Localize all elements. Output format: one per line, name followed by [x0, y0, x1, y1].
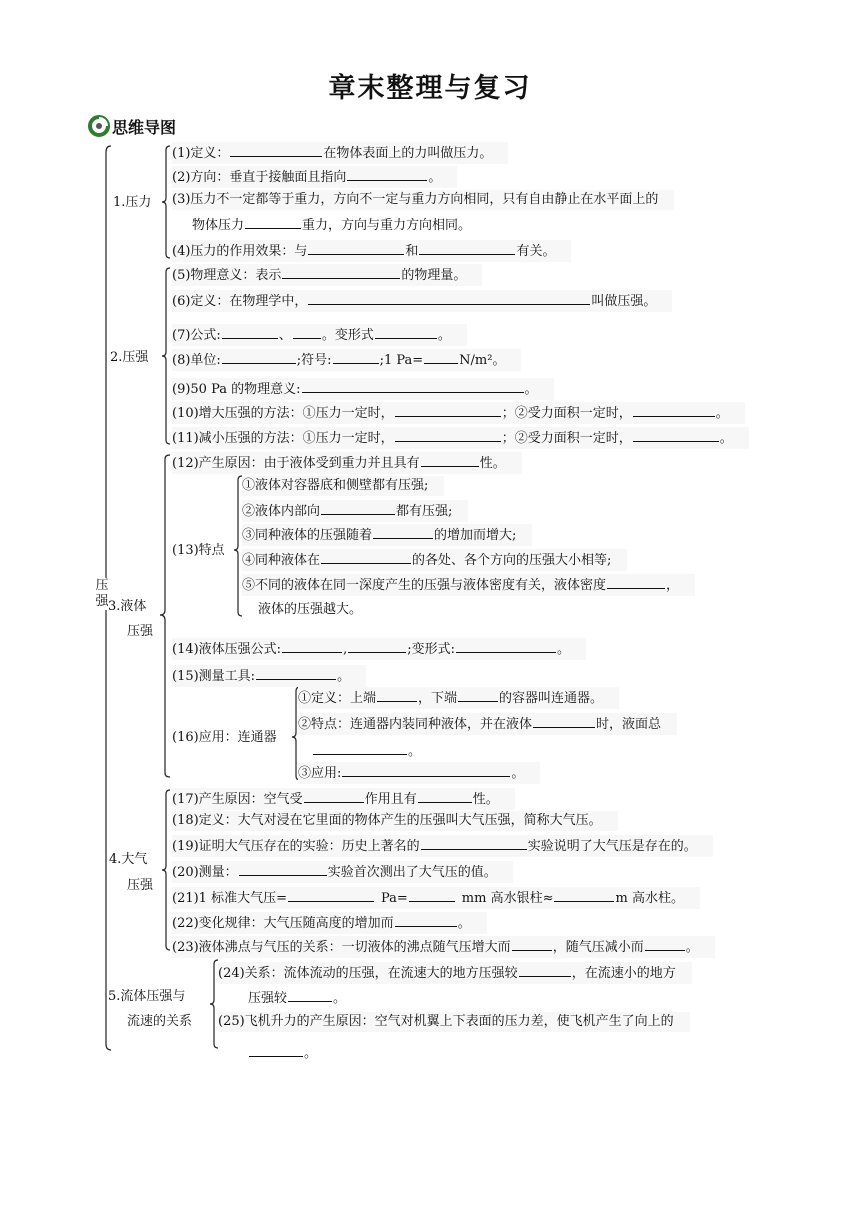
- group-label-pressure: 2.压强: [110, 348, 148, 368]
- blank[interactable]: [645, 936, 685, 951]
- blank[interactable]: [347, 166, 427, 181]
- blank[interactable]: [282, 264, 400, 279]
- item-7: (7)公式: 、 。变形式 。: [172, 324, 467, 346]
- page-title: 章末整理与复习: [328, 73, 532, 104]
- blank[interactable]: [512, 936, 552, 951]
- item-11: (11)减小压强的方法：①压力一定时， ；②受力面积一定时， 。: [172, 427, 749, 449]
- blank[interactable]: [239, 861, 327, 876]
- blank[interactable]: [533, 713, 595, 728]
- blank[interactable]: [377, 687, 417, 702]
- item-16-2: ②特点：连通器内装同种液体，并在液体 时，液面总: [298, 713, 677, 735]
- item-13-2: ②液体内部向 都有压强;: [242, 500, 468, 522]
- item-16-3: ③应用: 。: [298, 762, 540, 784]
- blank[interactable]: [458, 687, 498, 702]
- item-20: (20)测量： 实验首次测出了大气压的值。: [172, 861, 513, 883]
- blank[interactable]: [421, 835, 527, 850]
- brace-g4: [162, 790, 170, 950]
- blank[interactable]: [519, 962, 571, 977]
- item-13-4: ④同种液体在 的各处、各个方向的压强大小相等;: [242, 549, 627, 571]
- item-10: (10)增大压强的方法：①压力一定时， ；②受力面积一定时， 。: [172, 402, 745, 424]
- item-19: (19)证明大气压存在的实验：历史上著名的 实验说明了大气压是存在的。: [172, 835, 713, 857]
- section-title: 思维导图: [112, 117, 177, 137]
- item-13-5: ⑤不同的液体在同一深度产生的压强与液体密度有关，液体密度 ，: [242, 574, 695, 596]
- blank[interactable]: [333, 349, 379, 364]
- blank[interactable]: [424, 349, 458, 364]
- blank[interactable]: [302, 378, 524, 393]
- blank[interactable]: [418, 788, 472, 803]
- item-8: (8)单位: ;符号: ;1 Pa= N/m²。: [172, 349, 521, 371]
- blank[interactable]: [409, 887, 455, 902]
- item-3-cont: 物体压力 重力，方向与重力方向相同。: [192, 214, 471, 236]
- item-3: (3)压力不一定都等于重力，方向不一定与重力方向相同，只有自由静止在水平面上的: [172, 190, 674, 210]
- blank[interactable]: [222, 349, 296, 364]
- blank[interactable]: [308, 290, 590, 305]
- item-16-2-cont: 。: [312, 740, 421, 762]
- blank[interactable]: [304, 788, 364, 803]
- item-13-label: (13)特点: [172, 541, 225, 561]
- item-15: (15)测量工具: 。: [172, 665, 366, 687]
- group-label-pressure-force: 1.压力: [113, 193, 151, 213]
- item-4: (4)压力的作用效果：与 和 有关。: [172, 240, 571, 262]
- blank[interactable]: [249, 1042, 303, 1057]
- blank[interactable]: [633, 427, 719, 442]
- group-label-liquid-1: 3.液体: [108, 597, 146, 617]
- blank[interactable]: [421, 452, 479, 467]
- blank[interactable]: [633, 402, 715, 417]
- blank[interactable]: [395, 427, 501, 442]
- blank[interactable]: [245, 214, 301, 229]
- blank[interactable]: [342, 762, 510, 777]
- item-16-label: (16)应用：连通器: [172, 728, 277, 748]
- brace-g5: [210, 960, 218, 1048]
- item-24: (24)关系：流体流动的压强，在流速大的地方压强较 ，在流速小的地方: [218, 962, 692, 984]
- brace-13: [234, 476, 242, 616]
- item-25-cont: 。: [248, 1042, 317, 1064]
- blank[interactable]: [293, 324, 321, 339]
- blank[interactable]: [230, 142, 322, 157]
- item-1: (1)定义： 在物体表面上的力叫做压力。: [172, 142, 508, 164]
- item-18: (18)定义：大气对浸在它里面的物体产生的压强叫大气压强，简称大气压。: [172, 811, 618, 831]
- item-14: (14)液体压强公式: , ;变形式: 。: [172, 638, 586, 660]
- group-label-fluid-2: 流速的关系: [127, 1012, 192, 1032]
- brace-g1: [162, 146, 170, 258]
- blank[interactable]: [256, 665, 336, 680]
- item-17: (17)产生原因：空气受 作用且有 性。: [172, 788, 515, 810]
- blank[interactable]: [282, 638, 342, 653]
- group-label-liquid-2: 压强: [127, 622, 153, 642]
- item-13-5-cont: 液体的压强越大。: [258, 602, 363, 617]
- blank[interactable]: [375, 324, 437, 339]
- blank[interactable]: [313, 740, 407, 755]
- item-21: (21)1 标准大气压= Pa= mm 高水银柱≈ m 高水柱。: [172, 887, 700, 909]
- blank[interactable]: [395, 402, 501, 417]
- item-13-3: ③同种液体的压强随着 的增加而增大;: [242, 524, 532, 546]
- blank[interactable]: [288, 887, 374, 902]
- item-2: (2)方向：垂直于接触面且指向 。: [172, 166, 457, 188]
- blank[interactable]: [395, 912, 457, 927]
- group-label-fluid-1: 5.流体压强与: [108, 987, 185, 1007]
- item-12: (12)产生原因：由于液体受到重力并且具有 性。: [172, 452, 522, 474]
- item-25: (25)飞机升力的产生原因：空气对机翼上下表面的压力差，使飞机产生了向上的: [218, 1012, 690, 1032]
- blank[interactable]: [607, 574, 665, 589]
- item-5: (5)物理意义：表示 的物理量。: [172, 264, 482, 286]
- blank[interactable]: [419, 240, 515, 255]
- blank[interactable]: [222, 324, 278, 339]
- item-22: (22)变化规律：大气压随高度的增加而 。: [172, 912, 487, 934]
- item-13-1: ①液体对容器底和侧壁都有压强;: [242, 476, 444, 496]
- group-label-atmos-2: 压强: [127, 876, 153, 896]
- item-23: (23)液体沸点与气压的关系：一切液体的沸点随气压增大而 ，随气压减小而 。: [172, 936, 715, 958]
- blank[interactable]: [456, 638, 556, 653]
- group-label-atmos-1: 4.大气: [109, 850, 147, 870]
- blank[interactable]: [308, 240, 404, 255]
- blank[interactable]: [554, 887, 614, 902]
- brace-g3: [160, 455, 170, 777]
- blank[interactable]: [321, 500, 395, 515]
- item-24-cont: 压强较 。: [248, 987, 346, 1009]
- blank[interactable]: [321, 549, 411, 564]
- brace-g2: [162, 268, 170, 444]
- item-9: (9)50 Pa 的物理意义: 。: [172, 378, 554, 400]
- blank[interactable]: [348, 638, 406, 653]
- item-16-1: ①定义：上端 ，下端 的容器叫连通器。: [298, 687, 619, 709]
- item-6: (6)定义：在物理学中， 叫做压强。: [172, 290, 672, 312]
- blank[interactable]: [373, 524, 433, 539]
- blank[interactable]: [288, 987, 332, 1002]
- root-label: 压强: [95, 578, 109, 609]
